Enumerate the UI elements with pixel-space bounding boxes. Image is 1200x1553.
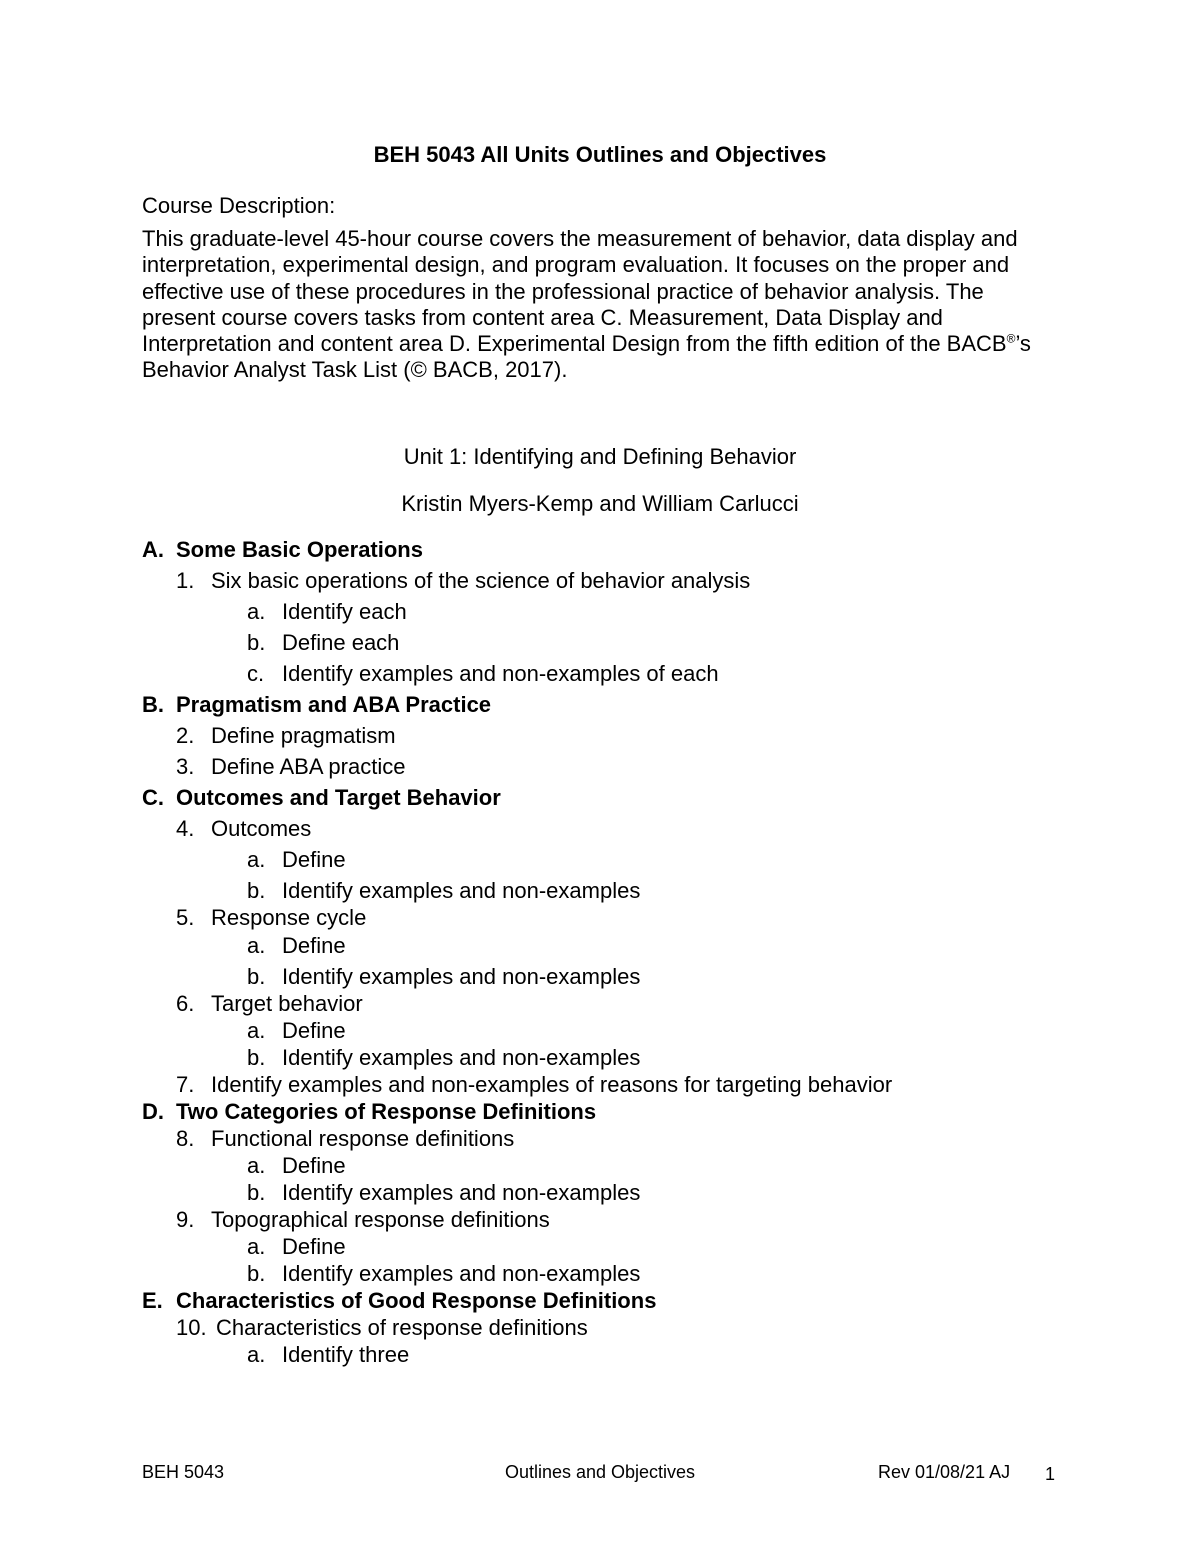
sub-objective-item — [247, 1234, 346, 1260]
sub-objective-item — [247, 1018, 346, 1044]
sub-objective-item — [247, 1261, 640, 1287]
section-heading — [142, 537, 423, 563]
list-text: Outcomes and Target Behavior — [176, 785, 501, 810]
course-description-text-end: ’s Behavior Analyst Task List (© BACB, 2017). — [142, 331, 1031, 383]
list-text: Identify examples and non-examples — [282, 1045, 641, 1070]
objective-item — [176, 816, 311, 842]
list-text: Topographical response definitions — [211, 1207, 550, 1232]
list-marker: B. — [142, 692, 164, 717]
section-heading — [142, 692, 491, 718]
list-marker: 5. — [176, 905, 195, 930]
list-text: Identify examples and non-examples — [282, 878, 641, 903]
objective-item — [176, 723, 396, 749]
section-heading — [142, 1099, 596, 1125]
list-marker: 10. — [176, 1315, 207, 1340]
footer-page-number: 1 — [1045, 1464, 1056, 1484]
objective-item — [176, 754, 405, 780]
unit-authors: Kristin Myers-Kemp and William Carlucci — [401, 491, 799, 516]
list-text: Define — [282, 847, 346, 872]
list-marker: a. — [247, 1342, 266, 1367]
objective-item — [176, 1072, 892, 1098]
list-marker: 7. — [176, 1072, 195, 1097]
list-text: Outcomes — [211, 816, 312, 841]
list-marker: 6. — [176, 991, 195, 1016]
list-text: Some Basic Operations — [176, 537, 423, 562]
objective-item — [176, 1126, 514, 1152]
sub-objective-item — [247, 599, 407, 625]
list-marker: A. — [142, 537, 164, 562]
sub-objective-item — [247, 1045, 640, 1071]
list-marker: b. — [247, 630, 266, 655]
list-marker: 9. — [176, 1207, 195, 1232]
sub-objective-item — [247, 1180, 640, 1206]
objective-item — [176, 568, 750, 594]
list-marker: E. — [142, 1288, 163, 1313]
list-text: Identify three — [282, 1342, 410, 1367]
list-text: Identify examples and non-examples — [282, 964, 641, 989]
list-text: Pragmatism and ABA Practice — [176, 692, 492, 717]
list-marker: 3. — [176, 754, 195, 779]
list-text: Two Categories of Response Definitions — [176, 1099, 597, 1124]
list-text: Define each — [282, 630, 400, 655]
section-heading — [142, 1288, 656, 1314]
sub-objective-item — [247, 933, 346, 959]
list-marker: b. — [247, 878, 266, 903]
list-text: Response cycle — [211, 905, 367, 930]
list-text: Identify each — [282, 599, 407, 624]
list-marker: 4. — [176, 816, 195, 841]
list-marker: b. — [247, 1045, 266, 1070]
course-description-label: Course Description: — [142, 193, 336, 218]
list-marker: D. — [142, 1099, 164, 1124]
list-marker: a. — [247, 847, 266, 872]
list-marker: b. — [247, 1180, 266, 1205]
list-marker: 8. — [176, 1126, 195, 1151]
list-marker: C. — [142, 785, 164, 810]
page-title: BEH 5043 All Units Outlines and Objectives — [373, 142, 827, 167]
footer-course-code: BEH 5043 — [142, 1462, 225, 1482]
list-marker: a. — [247, 1234, 266, 1259]
list-marker: a. — [247, 599, 266, 624]
list-marker: 2. — [176, 723, 195, 748]
sub-objective-item — [247, 1342, 409, 1368]
list-text: Identify examples and non-examples — [282, 1180, 641, 1205]
list-text: Define — [282, 933, 346, 958]
list-text: Define — [282, 1234, 346, 1259]
list-text: Identify examples and non-examples of each — [282, 661, 719, 686]
sub-objective-item — [247, 964, 640, 990]
list-text: Six basic operations of the science of behavior analysis — [211, 568, 751, 593]
list-text: Define — [282, 1153, 346, 1178]
sub-objective-item — [247, 630, 399, 656]
list-text: Characteristics of response definitions — [216, 1315, 588, 1340]
section-heading — [142, 785, 501, 811]
footer-revision: Rev 01/08/21 AJ — [878, 1462, 1011, 1482]
registered-mark: ® — [1006, 331, 1016, 346]
objective-item — [176, 991, 363, 1017]
sub-objective-item — [247, 847, 346, 873]
list-marker: 1. — [176, 568, 195, 593]
list-marker: a. — [247, 1153, 266, 1178]
objective-item — [176, 1315, 588, 1341]
unit-title: Unit 1: Identifying and Defining Behavior — [403, 444, 797, 469]
objective-item — [176, 905, 366, 931]
list-text: Identify examples and non-examples of reasons for targeting behavior — [211, 1072, 893, 1097]
list-text: Target behavior — [211, 991, 363, 1016]
objective-item — [176, 1207, 550, 1233]
list-text: Functional response definitions — [211, 1126, 515, 1151]
footer-title: Outlines and Objectives — [504, 1462, 696, 1482]
list-marker: c. — [247, 661, 265, 686]
list-marker: b. — [247, 1261, 266, 1286]
sub-objective-item — [247, 878, 640, 904]
course-description-text: This graduate-level 45-hour course covers the measurement of behavior, data display and interpretation, experimental design, and program evaluation. It focuses on the proper and effective use of these procedures in the professional practice of behavior analysis. The present course covers tasks from content area C. Measurement, Data Display and Interpretation and content area D. Experimental Design from the fifth edition of the BACB — [142, 226, 1018, 357]
list-text: Define — [282, 1018, 346, 1043]
list-text: Characteristics of Good Response Definitions — [176, 1288, 657, 1313]
list-marker: a. — [247, 1018, 266, 1043]
sub-objective-item — [247, 661, 719, 687]
list-marker: b. — [247, 964, 266, 989]
list-text: Define ABA practice — [211, 754, 406, 779]
list-text: Identify examples and non-examples — [282, 1261, 641, 1286]
sub-objective-item — [247, 1153, 346, 1179]
list-text: Define pragmatism — [211, 723, 396, 748]
list-marker: a. — [247, 933, 266, 958]
